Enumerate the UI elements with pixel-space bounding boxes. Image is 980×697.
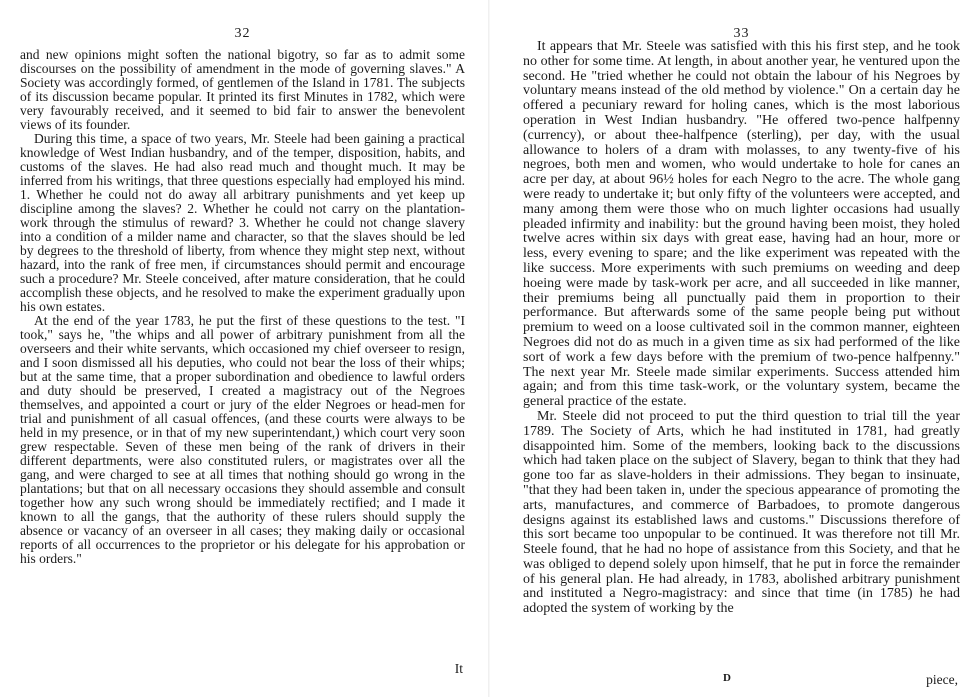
signature-mark: D bbox=[723, 672, 731, 684]
left-paragraph-3: At the end of the year 1783, he put the first of these questions to the test. "I took," says he, "the whips and all power of arbitrary punishment from all the overseers and their white servants, which occasioned my chief overseer to resign, and I soon dismissed all his deputies, who could not bear the loss of their whips; but at the same time, that a proper subordination and obedience to lawful orders and duty should be preserved, I created a magistracy out of the Negroes themselves, and appointed a court or jury of the elder Negroes or head-men for trial and punishment of all casual offences, (and these courts were always to be held in my presence, or in that of my new superintendant,) which court very soon grew respectable. Seven of these men being of the rank of drivers in their different departments, were also constituted rulers, or magistrates over all the gang, and were charged to see at all times that nothing should go wrong in the plantations; but that on all necessary occasions they should assemble and consult together how any such wrong should be immediately rectified; and I made it known to all the gangs, that the authority of these rulers should supply the absence or vacancy of an overseer in all cases; they making daily or occasional reports of all occurrences to the proprietor or his delegate for his approbation or his orders." bbox=[20, 313, 465, 566]
right-page-body bbox=[523, 40, 960, 617]
right-paragraph-2: Mr. Steele did not proceed to put the third question to trial till the year 1789. The Society of Arts, which he had instituted in 1781, had greatly disappointed him. Some of the members, looking back to the discussions which had taken place on the subject of Slavery, began to think that they had gone too far as slave-holders in their admissions. They began to insinuate, "that they had been taken in, under the specious appearance of promoting the arts, manufactures, and commerce of Barbadoes, to promote dangerous designs against its established laws and customs." Discussions therefore of this sort became too unpopular to be continued. It was therefore not till Mr. Steele found, that he had no hope of assistance from this Society, and that he was obliged to depend solely upon himself, that he put in force the remainder of his general plan. He had already, in 1783, abolished arbitrary punishment and instituted a Negro-magistracy: and since that time (in 1785) he had adopted the system of working by the bbox=[523, 408, 960, 617]
catchword-right: piece, bbox=[926, 672, 958, 687]
left-paragraph-1: and new opinions might soften the national bigotry, so far as to admit some discourses on the possibility of amendment in the mode of governing slaves." A Society was accordingly formed, of gentlemen of the Island in 1781. The subjects of its discussion became popular. It printed its first Minutes in 1782, which were very favourably received, and it seemed to bid fair to answer the benevolent views of its founder. bbox=[20, 47, 465, 132]
gutter bbox=[488, 0, 490, 697]
page-number-left: 32 bbox=[234, 26, 251, 41]
left-paragraph-2: During this time, a space of two years, Mr. Steele had been gaining a practical knowledge of West Indian husbandry, and of the temper, disposition, habits, and customs of the slaves. He had also read much and thought much. It may be inferred from his writings, that three questions especially had employed his mind. 1. Whether he could not do away all arbitrary punishments and yet keep up discipline among the slaves? 2. Whether he could not carry on the plantation-work through the stimulus of reward? 3. Whether he could not change slavery into a condition of a milder name and character, so that the slaves should be led by degrees to the threshold of liberty, from whence they might step next, without hazard, into the rank of free men, if circumstances should permit and encourage such a procedure? Mr. Steele conceived, after mature consideration, that he could accomplish these objects, and he resolved to make the experiment gradually upon his own estates. bbox=[20, 131, 465, 314]
left-page-body bbox=[20, 48, 465, 566]
right-paragraph-1: It appears that Mr. Steele was satisfied with this his first step, and he took no other for some time. At length, in about another year, he ventured upon the second. He "tried whether he could not obtain the labour of his Negroes by voluntary means instead of the old method by violence." On a certain day he offered a pecuniary reward for holing canes, which is the most laborious operation in West Indian husbandry. "He offered two-pence halfpenny (currency), or about thee-halfpence (sterling), per day, with the usual allowance to holers of a dram with molasses, to any twenty-five of his negroes, both men and women, who would undertake to hole for canes an acre per day, at about 96½ holes for each Negro to the acre. The whole gang were ready to undertake it; but only fifty of the volunteers were accepted, and many among them were those who on much lighter occasions had usually pleaded infirmity and inability: but the ground having been moist, they holed twelve acres within six days with great ease, having had an hour, more or less, every evening to spare; and the like experiment was repeated with the like success. More experiments with such premiums on weeding and deep hoeing were made by task-work per acre, and all succeeded in like manner, their premiums being all punctually paid them in proportion to their performance. But afterwards some of the same people being put without premium to weed on a loose cultivated soil in the common manner, eighteen Negroes did not do as much in a given time as six had performed of the like sort of work a few days before with the premium of two-pence halfpenny." The next year Mr. Steele made similar experiments. Success attended him again; and from this time task-work, or the voluntary system, became the general practice of the estate. bbox=[523, 39, 960, 410]
page-number-right: 33 bbox=[733, 26, 750, 41]
catchword-left: It bbox=[454, 661, 463, 676]
